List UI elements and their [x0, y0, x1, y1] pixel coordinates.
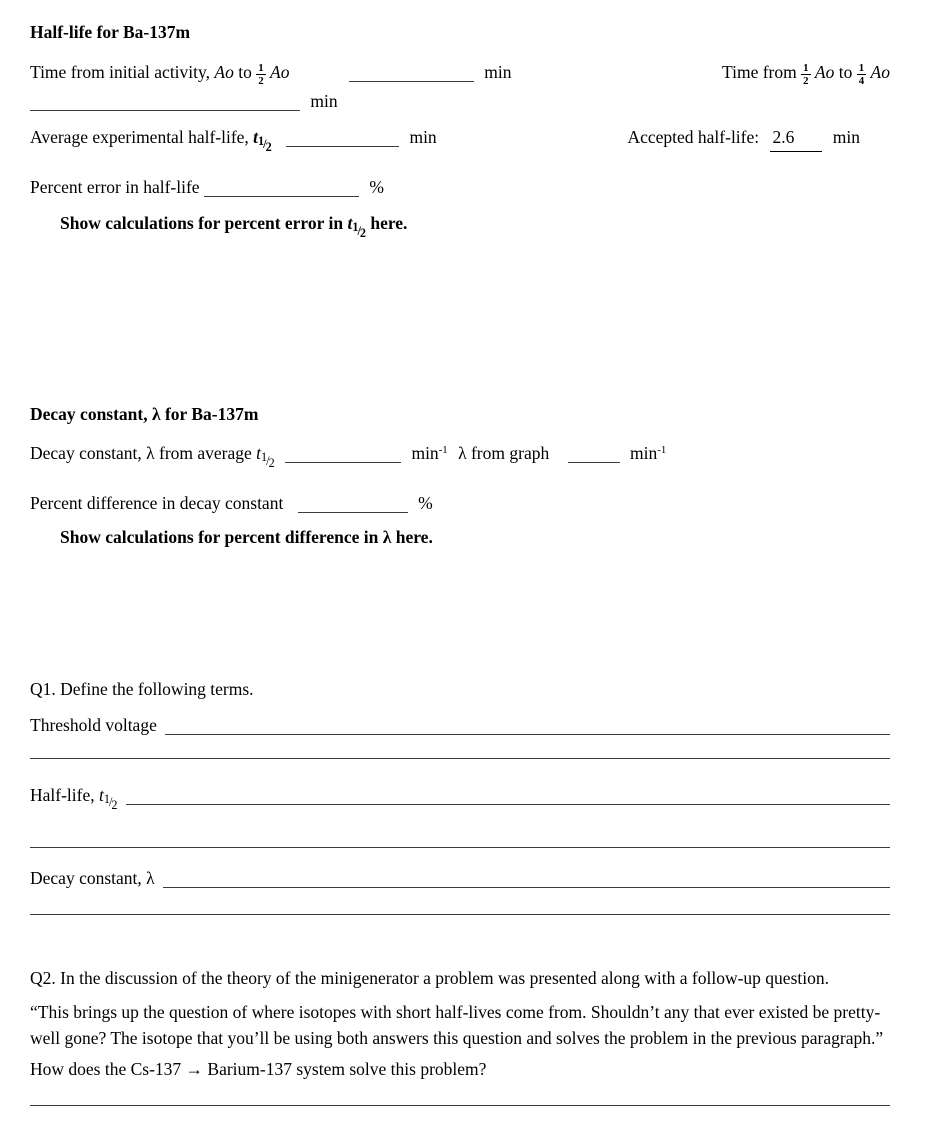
t-half-symbol: $t1_{/2}$	[99, 784, 118, 812]
decay-constant-answer-line[interactable]	[30, 914, 890, 915]
min-unit: min	[409, 127, 437, 148]
threshold-voltage-blank[interactable]	[165, 734, 890, 735]
initial-activity-symbol: Ao	[214, 62, 234, 82]
one-half-fraction: $\frac{1}{2}$	[258, 61, 264, 87]
show-calc-suffix: here.	[370, 213, 408, 234]
show-calc-percent-difference-instruction: Show calculations for percent difference in λ here.	[60, 526, 433, 547]
time-half-to-quarter-blank[interactable]	[30, 107, 300, 111]
accepted-half-life-group	[627, 123, 860, 152]
avg-half-life-label: Average experimental half-life,	[30, 127, 249, 148]
percent-error-row	[30, 175, 890, 199]
decay-constant-definition-blank[interactable]	[163, 887, 890, 888]
avg-half-life-row	[30, 123, 890, 161]
accepted-half-life-value: 2.6	[770, 123, 823, 152]
min-unit: min	[310, 91, 338, 112]
half-life-answer-line[interactable]	[30, 847, 890, 848]
one-half-fraction: $\frac{1}{2}$	[803, 61, 809, 87]
t-half-symbol: $t1_{/2}$	[256, 443, 275, 471]
q2-question: How does the Cs-137 → Barium-137 system solve this problem?	[30, 1058, 487, 1079]
initial-activity-symbol: Ao	[270, 62, 290, 82]
decay-constant-label: Decay constant, λ	[30, 867, 155, 888]
decay-section-heading: Decay constant, λ for Ba-137m	[30, 404, 259, 425]
threshold-voltage-label: Threshold voltage	[30, 714, 157, 735]
threshold-voltage-row	[30, 713, 890, 737]
percent-sign: %	[369, 177, 384, 198]
threshold-voltage-answer-line[interactable]	[30, 758, 890, 759]
q1-prompt: Q1. Define the following terms.	[30, 678, 254, 699]
decay-from-avg-label: Decay constant, λ from average	[30, 443, 252, 464]
q2-prompt: Q2. In the discussion of the theory of the minigenerator a problem was presented along with a follow-up question.	[30, 967, 829, 988]
min-inverse-unit: $\min^{-1}$	[629, 443, 667, 464]
to-word: to	[838, 62, 853, 82]
q2-answer-line[interactable]	[30, 1105, 890, 1106]
initial-activity-symbol: Ao	[870, 62, 890, 82]
min-inverse-unit: $\min^{-1}$	[411, 443, 448, 464]
time-initial-to-half-blank[interactable]	[349, 78, 474, 82]
percent-difference-blank[interactable]	[298, 509, 408, 513]
decay-constant-row	[30, 435, 890, 478]
time-half-to-quarter-answer-row	[30, 89, 890, 113]
half-life-definition-blank[interactable]	[126, 804, 890, 805]
to-word: to	[238, 62, 252, 82]
t-half-symbol: $t1_{/2}$	[253, 127, 272, 155]
percent-difference-label: Percent difference in decay constant	[30, 492, 284, 513]
percent-difference-row	[30, 491, 890, 515]
initial-activity-symbol: Ao	[814, 62, 835, 82]
show-calc-prefix: Show calculations for percent error in	[60, 213, 344, 234]
avg-half-life-blank[interactable]	[286, 143, 399, 147]
min-unit: min	[484, 62, 512, 82]
min-unit: min	[832, 127, 860, 148]
percent-sign: %	[418, 492, 433, 513]
lambda-from-graph-label: λ from graph	[458, 443, 550, 464]
percent-error-label: Percent error in half-life	[30, 177, 200, 198]
show-calc-percent-error-instruction	[60, 209, 890, 247]
t-half-symbol: $t1_{/2}$	[347, 213, 366, 241]
half-life-label: Half-life, $t1_{/2}$	[30, 784, 118, 812]
half-life-section-heading: Half-life for Ba-137m	[30, 22, 191, 42]
decay-constant-definition-row	[30, 866, 890, 890]
time-half-to-quarter-label-group	[722, 57, 890, 87]
accepted-half-life-label: Accepted half-life:	[627, 127, 760, 148]
time-initial-label: Time from initial activity,	[30, 62, 211, 82]
half-life-definition-row	[30, 781, 890, 819]
time-from-label: Time from	[722, 62, 797, 82]
percent-error-blank[interactable]	[204, 193, 359, 197]
decay-constant-from-avg-blank[interactable]	[285, 459, 401, 463]
one-quarter-fraction: $\frac{1}{4}$	[858, 61, 865, 87]
time-to-half-row	[30, 57, 890, 87]
lambda-from-graph-blank[interactable]	[568, 459, 620, 463]
q2-quote: “This brings up the question of where isotopes with short half-lives come from. Shouldn’t any that ever existed be pretty-well gone? The isotope that you’ll be using both answers this question and solves the problem in the previous paragraph.”	[30, 1001, 884, 1048]
